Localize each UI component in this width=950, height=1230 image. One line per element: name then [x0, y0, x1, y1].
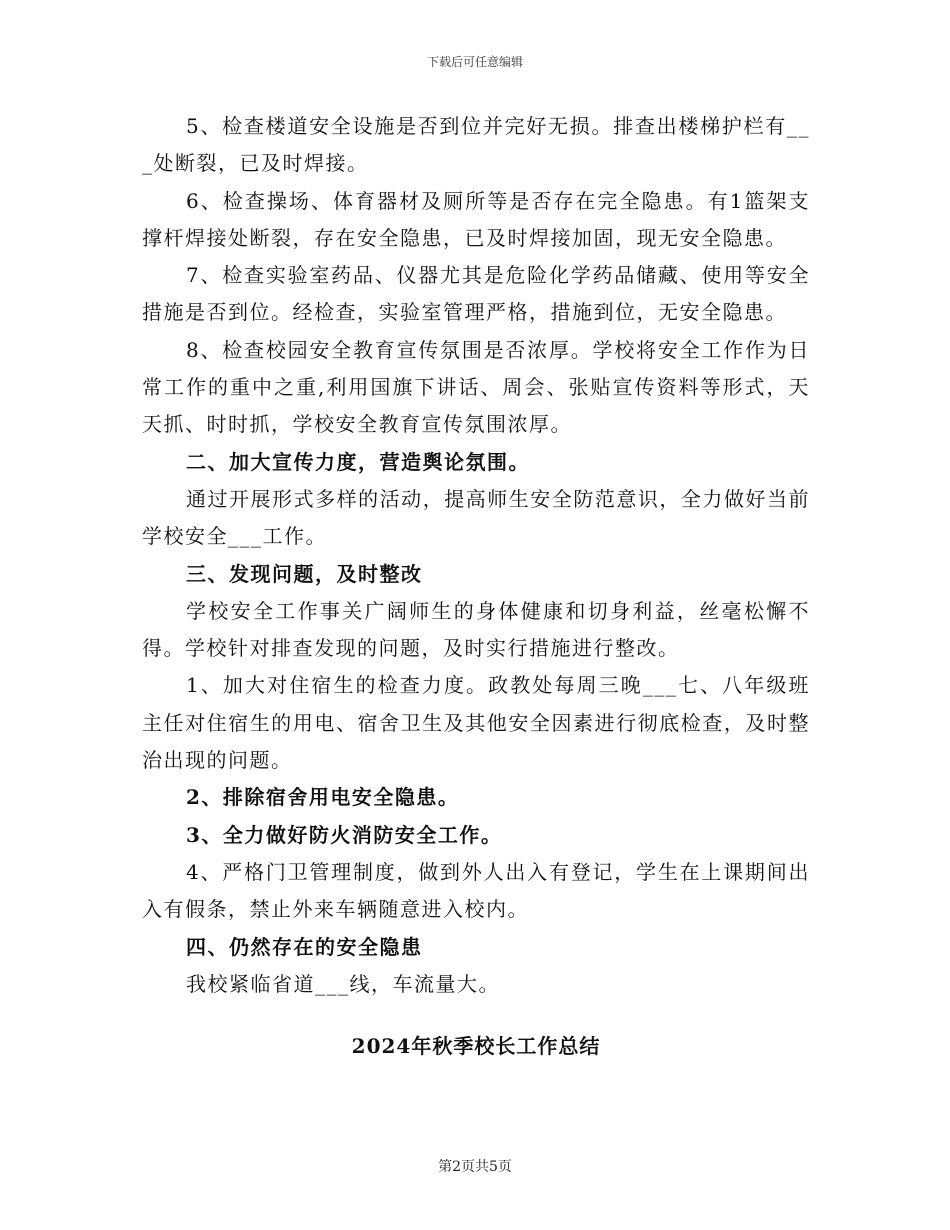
- document-body: [142, 108, 810, 1065]
- page-number: 第2页共5页: [438, 1159, 512, 1175]
- section-heading-2: 二、加大宣传力度，营造舆论氛围。: [186, 449, 530, 474]
- paragraph: 通过开展形式多样的活动，提高师生安全防范意识，全力做好当前学校安全___工作。: [142, 486, 810, 549]
- paragraph: 我校紧临省道___线，车流量大。: [186, 971, 500, 996]
- paragraph-item-4: 4、严格门卫管理制度，做到外人出入有登记，学生在上课期间出入有假条，禁止外来车辆随意进入校内。: [142, 859, 810, 922]
- paragraph-item-6: 6、检查操场、体育器材及厕所等是否存在完全隐患。有1篮架支撑杆焊接处断裂，存在安全隐患，已及时焊接加固，现无安全隐患。: [142, 188, 810, 250]
- subheading-item-2: 2、排除宿舍用电安全隐患。: [186, 785, 460, 810]
- section-heading-3: 三、发现问题，及时整改: [186, 561, 423, 586]
- paragraph: 学校安全工作事关广阔师生的身体健康和切身利益，丝毫松懈不得。学校针对排查发现的问题，及时实行措施进行整改。: [142, 598, 810, 661]
- paragraph-item-7: 7、检查实验室药品、仪器尤其是危险化学药品储藏、使用等安全措施是否到位。经检查，实验室管理严格，措施到位，无安全隐患。: [142, 263, 810, 325]
- page-header: 下载后可任意编辑: [426, 55, 523, 69]
- paragraph-item-1: 1、加大对住宿生的检查力度。政教处每周三晚___七、八年级班主任对住宿生的用电、宿舍卫生及其他安全因素进行彻底检查，及时整治出现的问题。: [142, 673, 810, 773]
- document-title: 2024年秋季校长工作总结: [351, 1034, 601, 1059]
- section-heading-4: 四、仍然存在的安全隐患: [186, 934, 423, 959]
- subheading-item-3: 3、全力做好防火消防安全工作。: [186, 822, 503, 847]
- paragraph-item-5: 5、检查楼道安全设施是否到位并完好无损。排查出楼梯护栏有___处断裂，已及时焊接。: [142, 114, 810, 176]
- paragraph-item-8: 8、检查校园安全教育宣传氛围是否浓厚。学校将安全工作作为日常工作的重中之重,利用国旗下讲话、周会、张贴宣传资料等形式，天天抓、时时抓，学校安全教育宣传氛围浓厚。: [142, 337, 810, 437]
